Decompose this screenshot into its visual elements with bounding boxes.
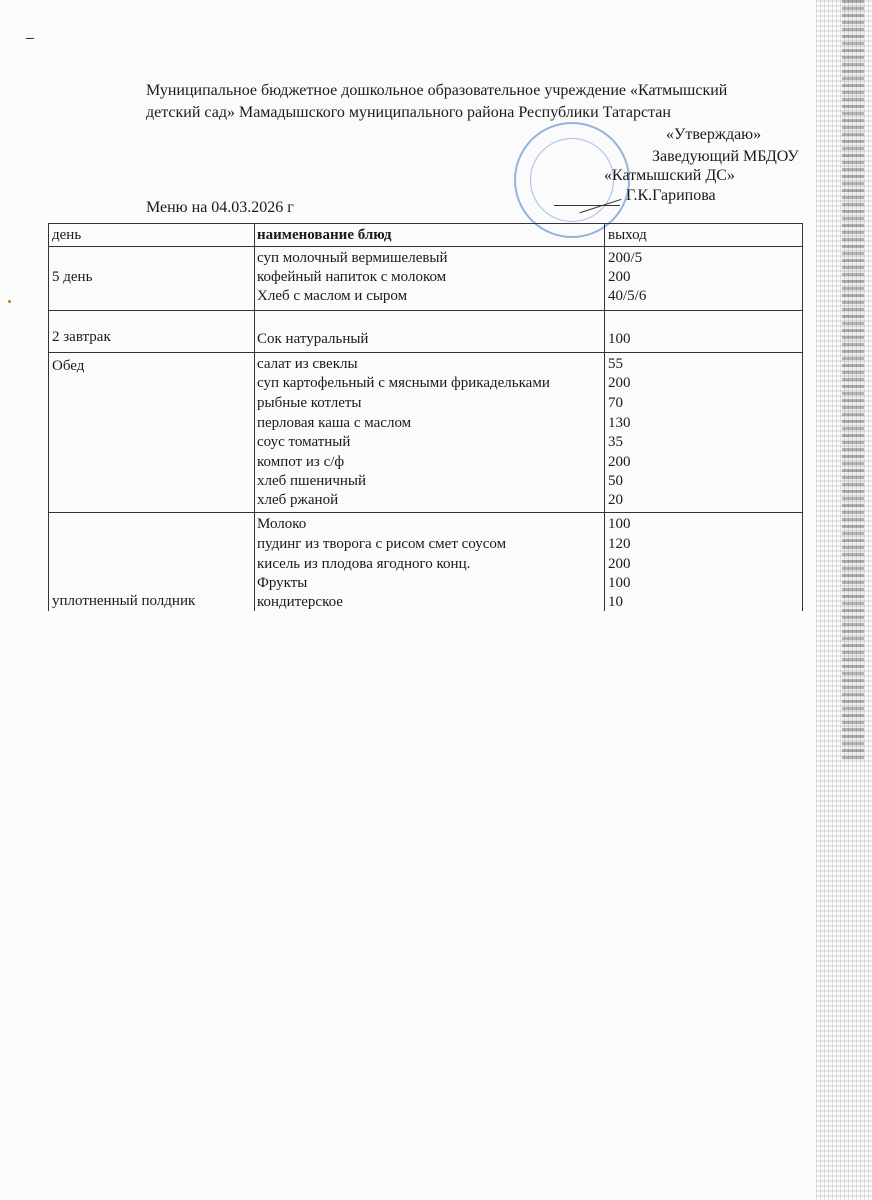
section-label: уплотненный полдник: [52, 593, 196, 609]
dish-output: 100: [608, 331, 631, 347]
dish-name: соус томатный: [257, 434, 351, 450]
dish-output: 100: [608, 575, 631, 591]
scan-mark: [26, 38, 34, 39]
dish-output: 40/5/6: [608, 288, 647, 304]
dish-output: 70: [608, 395, 623, 411]
org-name-line-2: детский сад» Мамадышского муниципального района Республики Татарстан: [146, 104, 671, 121]
dish-name: Сок натуральный: [257, 331, 369, 347]
column-header-output: выход: [608, 227, 647, 243]
table-border-left: [48, 223, 49, 611]
section-divider: [48, 352, 802, 353]
approval-line-4: Г.К.Гарипова: [626, 187, 716, 204]
table-header-divider: [48, 246, 802, 247]
dish-name: перловая каша с маслом: [257, 415, 412, 431]
approval-line-3: «Катмышский ДС»: [604, 167, 735, 184]
section-divider: [48, 310, 802, 311]
dish-name: кондитерское: [257, 594, 343, 610]
dish-name: суп молочный вермишелевый: [257, 250, 448, 266]
dish-output: 120: [608, 536, 631, 552]
dish-name: хлеб пшеничный: [257, 473, 366, 489]
table-border-top: [48, 223, 802, 224]
dish-name: компот из с/ф: [257, 454, 345, 470]
dish-name: хлеб ржаной: [257, 492, 339, 508]
dish-output: 130: [608, 415, 631, 431]
dish-name: пудинг из творога с рисом смет соусом: [257, 536, 507, 552]
dish-output: 200/5: [608, 250, 643, 266]
column-divider: [254, 223, 255, 611]
dish-output: 10: [608, 594, 623, 610]
column-header-dish: наименование блюд: [257, 227, 392, 243]
dish-output: 200: [608, 454, 631, 470]
dish-output: 200: [608, 269, 631, 285]
dish-name: салат из свеклы: [257, 356, 358, 372]
dish-name: кисель из плодова ягодного конц.: [257, 556, 471, 572]
dish-name: Молоко: [257, 516, 307, 532]
dish-name: Хлеб с маслом и сыром: [257, 288, 408, 304]
approval-line-2: Заведующий МБДОУ: [652, 148, 799, 165]
dish-name: Фрукты: [257, 575, 308, 591]
section-label: 2 завтрак: [52, 329, 111, 345]
column-divider: [604, 223, 605, 611]
table-border-right: [802, 223, 803, 611]
dish-output: 100: [608, 516, 631, 532]
dish-output: 20: [608, 492, 623, 508]
section-label: Обед: [52, 358, 85, 374]
scan-noise-strip: [842, 0, 864, 760]
org-name-line-1: Муниципальное бюджетное дошкольное образовательное учреждение «Катмышский: [146, 82, 728, 99]
dish-name: рыбные котлеты: [257, 395, 362, 411]
column-header-day: день: [52, 227, 82, 243]
dish-output: 200: [608, 556, 631, 572]
menu-title: Меню на 04.03.2026 г: [146, 199, 294, 216]
dish-name: суп картофельный с мясными фрикадельками: [257, 375, 550, 391]
dish-output: 55: [608, 356, 623, 372]
dish-output: 35: [608, 434, 623, 450]
signature-line: [554, 205, 620, 206]
dish-output: 50: [608, 473, 623, 489]
section-label: 5 день: [52, 269, 93, 285]
section-divider: [48, 512, 802, 513]
dish-output: 200: [608, 375, 631, 391]
approval-line-1: «Утверждаю»: [666, 126, 762, 143]
scan-dot: [8, 300, 11, 303]
dish-name: кофейный напиток с молоком: [257, 269, 447, 285]
